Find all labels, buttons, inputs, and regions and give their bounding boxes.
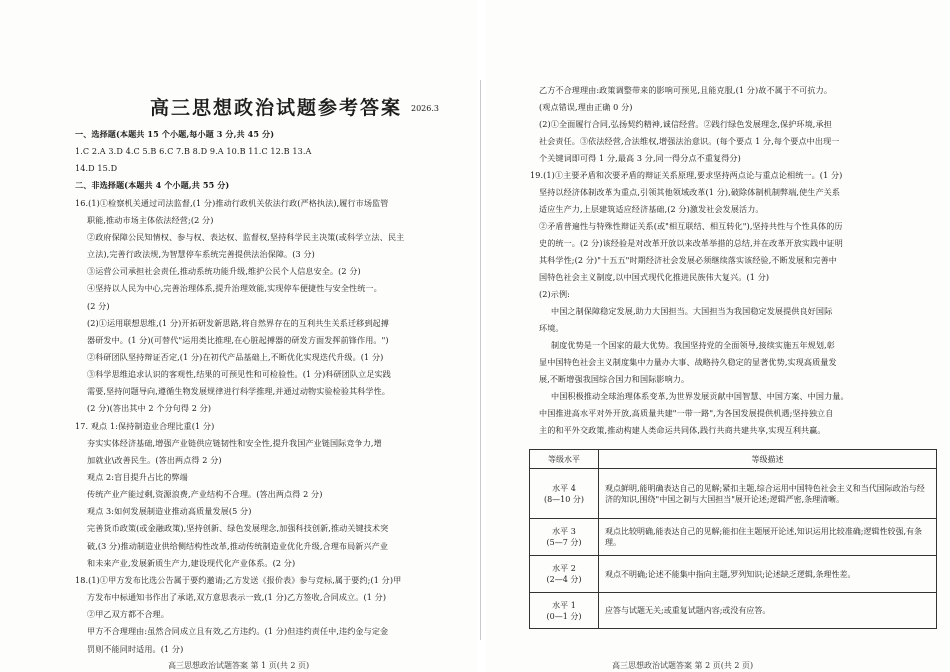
answer-line: 显中国特色社会主义制度集中力量办大事、战略持久稳定的显著优势,实现高质量发 xyxy=(539,357,837,367)
level-cell: 水平 4 (8—10 分) xyxy=(530,469,599,519)
table-header-desc: 等级描述 xyxy=(599,450,937,469)
answer-line: 社会责任。③依法经营,合法维权,增强法治意识。(每个要点 1 分,每个要点中出现一 xyxy=(539,136,840,146)
answer-line: 17. 观点 1:保持制造业合理比重(1 分) xyxy=(75,420,215,431)
table-row xyxy=(530,519,937,556)
answer-line: ③运营公司承担社会责任,推动系统功能升级,维护公民个人信息安全。(2 分) xyxy=(87,266,361,277)
level-cell: 水平 3 (5—7 分) xyxy=(530,519,599,556)
answer-line: (2)①全面履行合同,弘扬契约精神,诚信经营。②践行绿色发展理念,保护环境,承担 xyxy=(539,119,832,129)
answer-line: 观点 2:盲目提升占比的弊端 xyxy=(87,472,188,482)
table-row xyxy=(530,556,937,593)
desc-cell: 观点鲜明,能明确表达自己的见解;紧扣主题,综合运用中国特色社会主义和当代国际政治与经济的知识,围绕"中国之制与大国担当"展开论述;逻辑严密,条理清晰。 xyxy=(599,469,937,519)
answer-line: 加就业\改善民生。(答出两点得 2 分) xyxy=(87,454,222,465)
answer-line: 需要,坚持问题导向,遵循生物发展规律进行科学推理,并通过动物实验检验其科学性。 xyxy=(87,386,390,397)
answer-line: 19.(1)①主要矛盾和次要矛盾的辩证关系原理,要求坚持两点论与重点论相统一。(1 分) xyxy=(530,170,843,180)
answer-line: 破,(3 分)推动制造业供给侧结构性改革,推动传统制造业优化升级,合理布局新兴产业 xyxy=(87,540,389,551)
answer-line: 坚持以经济体制改革为重点,引领其他领域改革(1 分),破除体制机制弊端,使生产关系 xyxy=(539,187,841,197)
answer-line: 甲方不合理理由:虽然合同成立且有效,乙方违约。(1 分)但违约责任中,违约金与定金 xyxy=(87,626,389,637)
page-title: 高三思想政治试题参考答案 xyxy=(150,97,403,119)
answer-page-2 xyxy=(486,0,950,672)
answer-line: 其科学性;(2 分)"十五五"时期经济社会发展必须继续落实该经验,不断发展和完善中 xyxy=(539,255,837,265)
answer-line: 罚则不能同时适用。(1 分) xyxy=(87,643,184,654)
answer-line: 完善货币政策(或金融政策),坚持创新、绿色发展理念,加强科技创新,推动关键技术突 xyxy=(87,523,389,534)
answer-line: 14.D 15.D xyxy=(75,163,118,174)
page-footer: 高三思想政治试题答案 第 2 页(共 2 页) xyxy=(612,661,754,670)
grading-rubric-table xyxy=(529,449,937,629)
table-row xyxy=(530,593,937,629)
answer-line: 立法),完善行政法规,为智慧停车系统完善提供法治保障。(3 分) xyxy=(87,249,315,260)
answer-line: 中国之制保障稳定发展,助力大国担当。大国担当为我国稳定发展提供良好国际 xyxy=(551,306,833,316)
answer-line: 和未来产业,发展新质生产力,建设现代化产业体系。(2 分) xyxy=(87,557,296,568)
answer-line: 传统产业产能过剩,资源浪费,产业结构不合理。(答出两点得 2 分) xyxy=(87,489,323,500)
answer-line: ③科学思维追求认识的客观性,结果的可预见性和可检验性。(1 分)科研团队立足实践 xyxy=(87,369,391,380)
answer-line: (2)①运用联想思维,(1 分)开拓研发新思路,将自然界存在的互利共生关系迁移到起搏 xyxy=(87,317,389,328)
table-header-row xyxy=(530,450,937,469)
desc-cell: 观点不明确;论述不能集中指向主题,罗列知识;论述缺乏逻辑,条理性差。 xyxy=(599,556,937,593)
answer-line: ②甲乙双方都不合理。 xyxy=(87,609,169,620)
answer-line: 国特色社会主义制度,以中国式现代化推进民族伟大复兴。(1 分) xyxy=(539,272,770,282)
answer-line: 适应生产力,上层建筑适应经济基础,(2 分)激发社会发展活力。 xyxy=(539,204,764,214)
answer-line: 史的统一。(2 分)该经验是对改革开放以来改革举措的总结,并在改革开放实践中证明 xyxy=(539,238,843,248)
answer-line: 一、选择题(本题共 15 个小题,每小题 3 分,共 45 分) xyxy=(75,129,275,139)
answer-line: (观点错误,理由正确 0 分) xyxy=(539,102,633,112)
answer-line: 器研发中。(1 分)(可替代"运用类比推理,在心脏起搏器的研发方面发挥前锋作用。") xyxy=(87,334,389,345)
answer-line: 18.(1)①甲方发布比选公告属于要约邀请;乙方发送《报价表》参与竞标,属于要约;(1 分)甲 xyxy=(75,574,402,585)
answer-line: ④坚持以人民为中心,完善治理体系,提升治理效能,实现停车便捷性与安全性统一。 xyxy=(87,283,382,294)
level-cell: 水平 2 (2—4 分) xyxy=(530,556,599,593)
answer-line: (2)示例: xyxy=(539,289,570,299)
answer-line: 观点 3:如何发展制造业推动高质量发展(5 分) xyxy=(87,506,252,517)
page-divider xyxy=(480,80,481,640)
page-footer: 高三思想政治试题答案 第 1 页(共 2 页) xyxy=(168,661,310,670)
answer-line: 主的和平外交政策,推动构建人类命运共同体,践行共商共建共享,实现互利共赢。 xyxy=(539,425,826,435)
answer-line: 二、非选择题(本题共 4 个小题,共 55 分) xyxy=(75,180,230,191)
level-cell: 水平 1 (0—1 分) xyxy=(530,593,599,629)
desc-cell: 应答与试题无关;或重复试题内容;或没有应答。 xyxy=(599,593,937,629)
answer-line: 16.(1)①检察机关通过司法监督,(1 分)推动行政机关依法行政(严格执法),履行市场监管 xyxy=(75,197,389,208)
answer-line: 展,不断增强我国综合国力和国际影响力。 xyxy=(539,374,690,384)
answer-line: 环境。 xyxy=(539,323,564,333)
desc-cell: 观点比较明确,能表达自己的见解;能扣住主题展开论述,知识运用比较准确;逻辑性较强,有条理。 xyxy=(599,519,937,556)
answer-line: (2 分) xyxy=(87,300,110,311)
answer-line: 乙方不合理理由:政策调整带来的影响可预见,且能克服,(1 分)故不属于不可抗力。 xyxy=(539,85,833,95)
exam-date: 2026.3 xyxy=(411,104,439,113)
answer-line: 中国推进高水平对外开放,高质量共建"一带一路",为各国发展提供机遇;坚持独立自 xyxy=(539,408,834,418)
answer-line: 职能,推动市场主体依法经营;(2 分) xyxy=(87,214,214,225)
answer-line: ②矛盾普遍性与特殊性辩证关系(或"相互联结、相互转化"),坚持共性与个性具体的历 xyxy=(539,221,843,231)
table-header-level: 等级水平 xyxy=(530,450,599,469)
answer-line: 1.C 2.A 3.D 4.C 5.B 6.C 7.B 8.D 9.A 10.B 11.C 12.B 13.A xyxy=(75,146,312,157)
answer-line: 夯实实体经济基础,增强产业链供应链韧性和安全性,提升我国产业链国际竞争力,增 xyxy=(87,437,382,448)
answer-line: 中国积极推动全球治理体系变革,为世界发展贡献中国智慧、中国方案、中国力量。 xyxy=(551,391,849,401)
answer-line: ②科研团队坚持辩证否定,(1 分)在初代产品基础上,不断优化实现迭代升级。(1 分) xyxy=(87,351,384,362)
answer-line: 方发布中标通知书作出了承诺,双方意思表示一致,(1 分)乙方签收,合同成立。(1 分) xyxy=(87,592,387,603)
answer-line: 制度优势是一个国家的最大优势。我国坚持党的全面领导,接续实施五年规划,彰 xyxy=(551,340,835,350)
table-row xyxy=(530,469,937,519)
answer-line: 个关键词即可得 1 分,最高 3 分,同一得分点不重复得分) xyxy=(539,153,741,163)
answer-line: ②政府保障公民知情权、参与权、表达权、监督权,坚持科学民主决策(或科学立法、民主 xyxy=(87,231,405,242)
answer-line: (2 分)(答出其中 2 个分句得 2 分) xyxy=(87,403,212,414)
